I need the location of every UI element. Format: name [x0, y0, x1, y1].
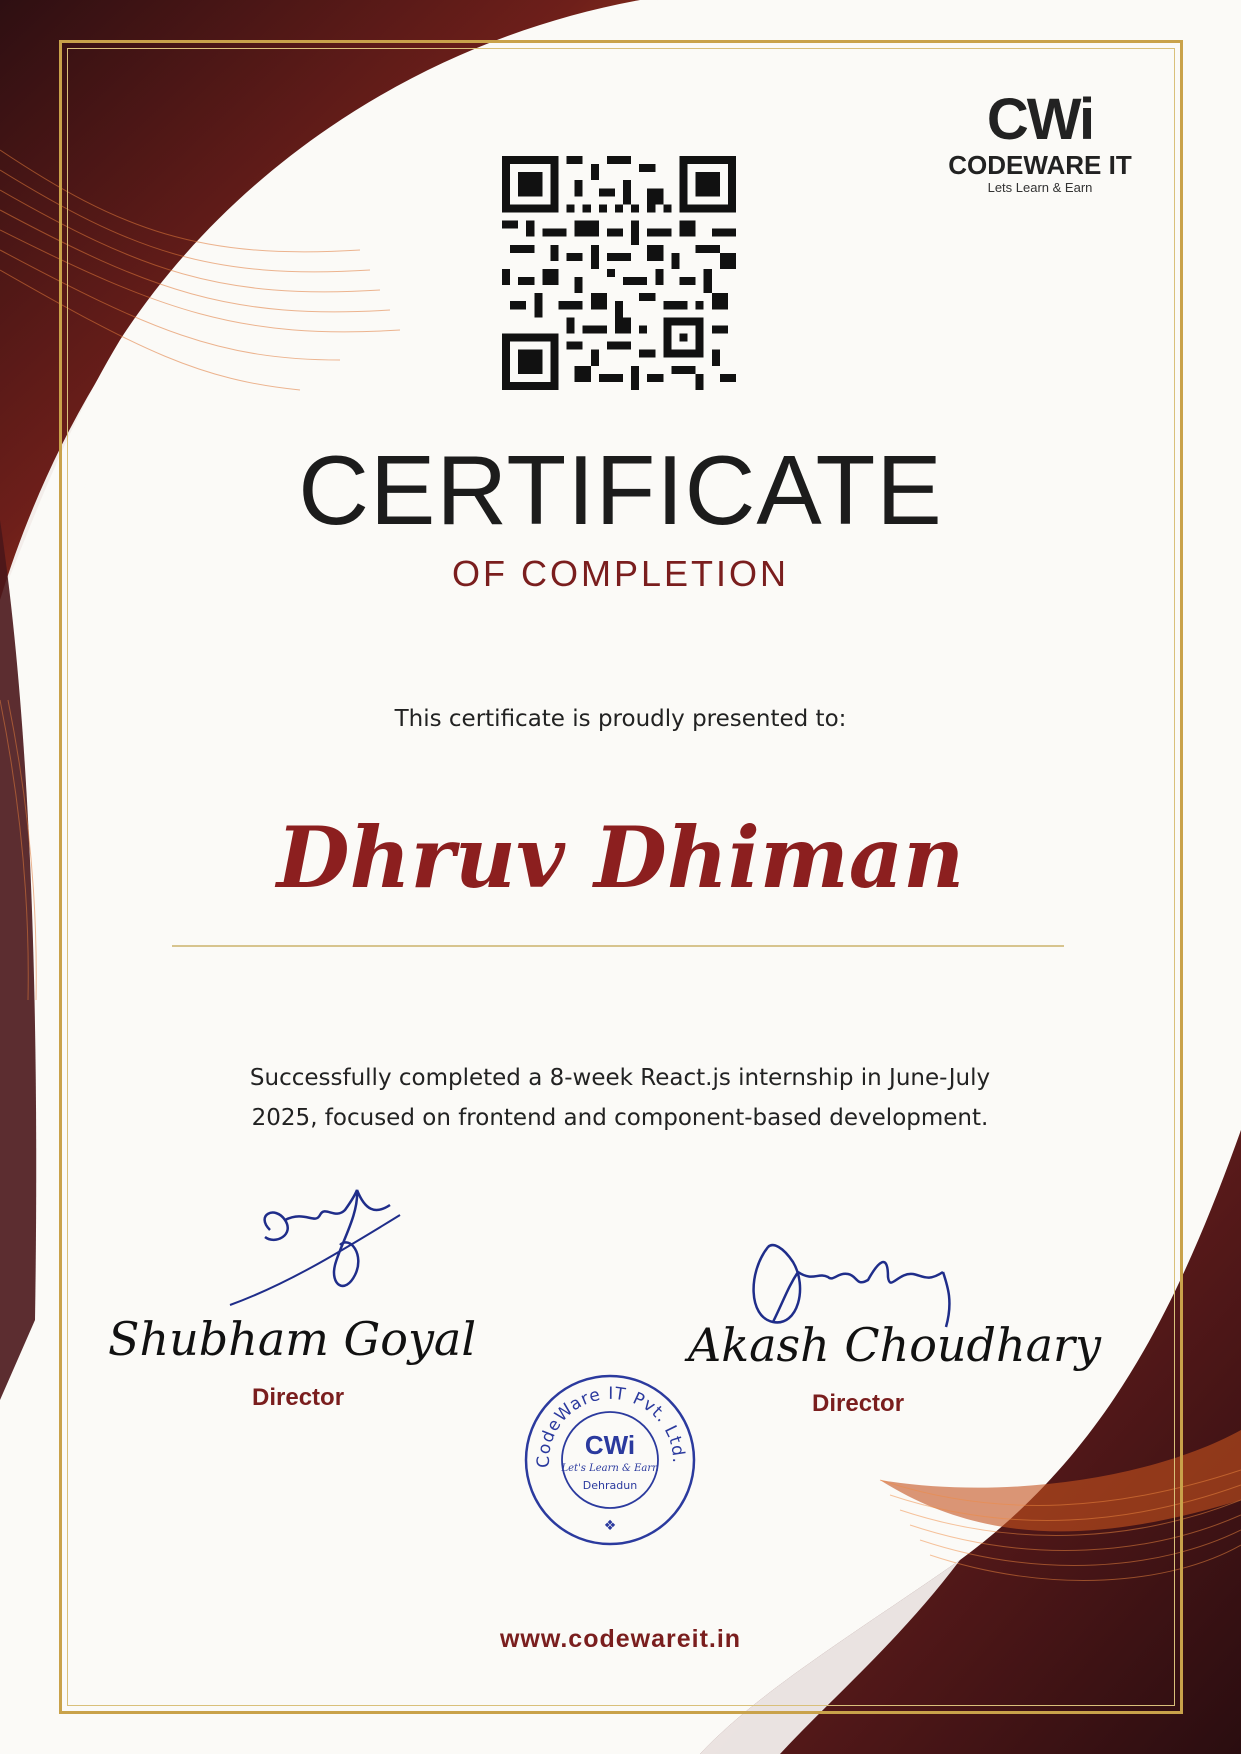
stamp-ornament-icon: ❖ [603, 1518, 617, 1534]
stamp-logo-mark: CWi [584, 1430, 636, 1460]
stamp-tagline: Let's Learn & Earn [561, 1463, 659, 1474]
description-line-1: Successfully completed a 8-week React.js internship in June-July [249, 1065, 991, 1091]
certificate-subtitle: OF COMPLETION [451, 553, 790, 594]
stamp-city: Dehradun [582, 1479, 638, 1492]
company-stamp [522, 1372, 698, 1548]
qr-code[interactable] [502, 156, 736, 390]
signatory-1-role: Director [252, 1384, 345, 1411]
signatory-1-name: Shubham Goyal [108, 1312, 477, 1366]
certificate-title: CERTIFICATE [298, 435, 943, 545]
presented-to-line: This certificate is proudly presented to: [394, 706, 847, 732]
name-underline [172, 945, 1064, 947]
completion-description [180, 1058, 1060, 1138]
logo-company-name: CODEWARE IT [948, 150, 1132, 180]
website-url[interactable]: www.codewareit.in [499, 1625, 742, 1653]
signatory-2-name: Akash Choudhary [688, 1318, 1101, 1372]
logo-tagline: Lets Learn & Earn [987, 180, 1093, 195]
stamp-company-name: CodeWare IT Pvt. Ltd. [533, 1383, 689, 1468]
recipient-name: Dhruv Dhiman [276, 808, 965, 907]
description-line-2: 2025, focused on frontend and component-based development. [251, 1105, 989, 1131]
logo-mark: CWi [986, 87, 1094, 152]
signature-mark-1 [225, 1175, 425, 1325]
signatory-2-role: Director [812, 1390, 905, 1417]
company-logo [930, 87, 1150, 196]
